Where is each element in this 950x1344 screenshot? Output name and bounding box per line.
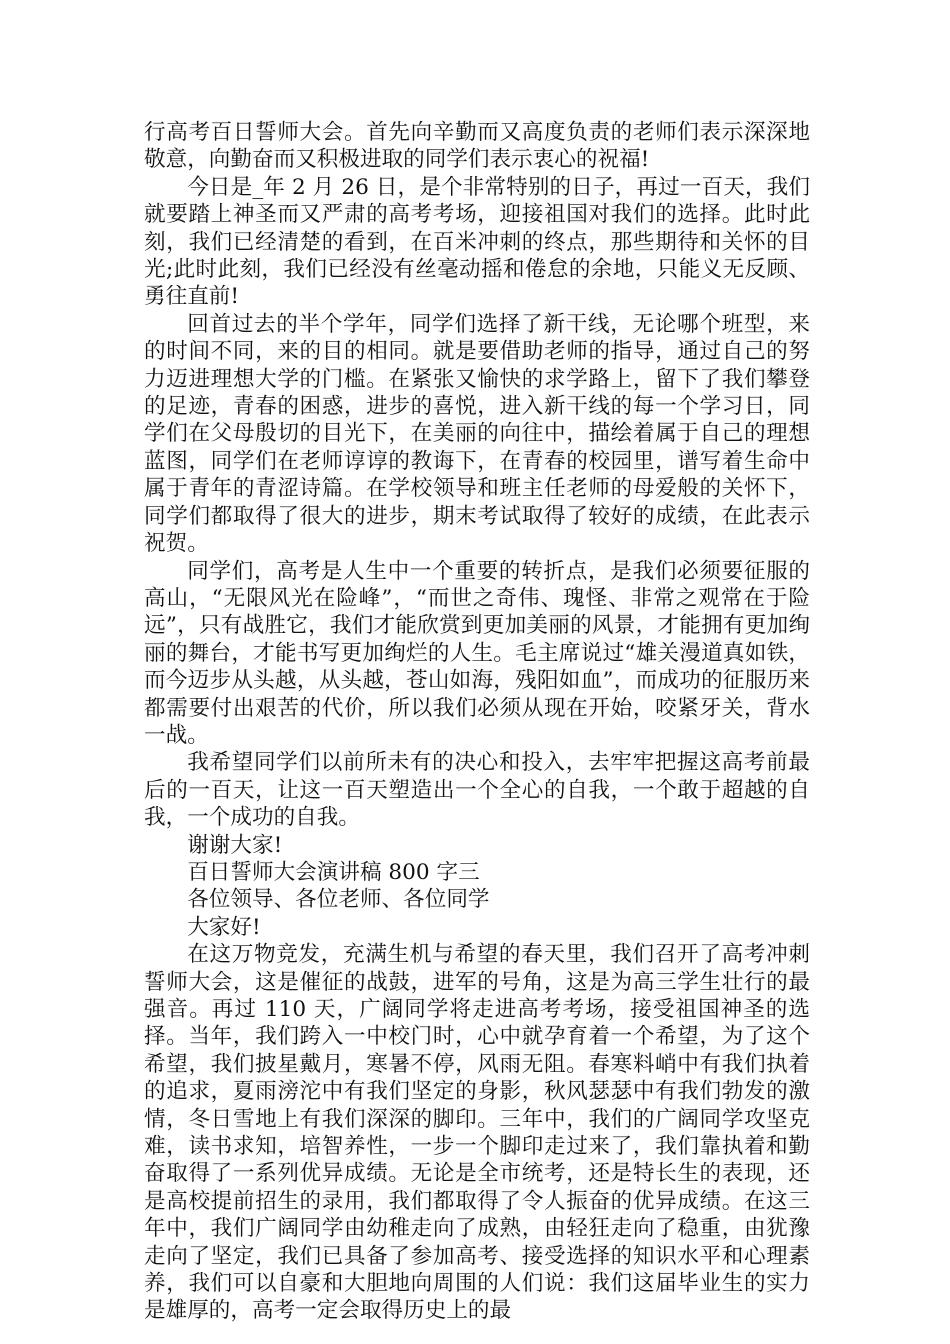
paragraph-review: 回首过去的半个学年，同学们选择了新干线，无论哪个班型，来的时间不同，来的目的相同。就是要借助老师的指导，通过自己的努力迈进理想大学的门槛。在紧张又愉快的求学路上，留下了我们攀登的足迹，青春的困惑，进步的喜悦，进入新干线的每一个学习日，同学们在父母殷切的目光下，在美丽的向往中，描绘着属于自己的理想蓝图，同学们在老师谆谆的教诲下，在青春的校园里，谱写着生命中属于青年的青涩诗篇。在学校领导和班主任老师的母爱般的关怀下，同学们都取得了很大的进步，期末考试取得了较好的成绩，在此表示祝贺。 [144,311,810,557]
speech-text-body [144,119,810,1325]
paragraph-thanks: 谢谢大家! [187,832,283,858]
paragraph-date: 今日是_年 2 月 26 日，是个非常特别的日子，再过一百天，我们就要踏上神圣而又严肃的高考考场，迎接祖国对我们的选择。此时此刻，我们已经清楚的看到，在百米冲刺的终点，那些期待和关怀的目光;此时此刻，我们已经没有丝毫动摇和倦怠的余地，只能义无反顾、勇往直前! [144,174,810,310]
section-heading: 百日誓师大会演讲稿 800 字三 [187,859,480,885]
paragraph-salutation: 各位领导、各位老师、各位同学 [187,887,490,913]
paragraph-spring: 在这万物竞发，充满生机与希望的春天里，我们召开了高考冲刺誓师大会，这是催征的战鼓，进军的号角，这是为高三学生壮行的最强音。再过 110 天，广阔同学将走进高考考场，接受祖国神圣的选择。当年，我们跨入一中校门时，心中就孕育着一个希望，为了这个希望，我们披星戴月，寒暑不停，风雨无阻。春寒料峭中有我们执着的追求，夏雨滂沱中有我们坚定的身影，秋风瑟瑟中有我们勃发的激情，冬日雪地上有我们深深的脚印。三年中，我们的广阔同学攻坚克难，读书求知，培智养性，一步一个脚印走过来了，我们靠执着和勤奋取得了一系列优异成绩。无论是全市统考，还是特长生的表现，还是高校提前招生的录用，我们都取得了令人振奋的优异成绩。在这三年中，我们广阔同学由幼稚走向了成熟，由轻狂走向了稳重，由犹豫走向了坚定，我们已具备了参加高考、接受选择的知识水平和心理素养，我们可以自豪和大胆地向周围的人们说：我们这届毕业生的实力是雄厚的，高考一定会取得历史上的最 [144,942,810,1324]
paragraph-greeting: 大家好! [187,914,261,940]
paragraph-opening: 行高考百日誓师大会。首先向辛勤而又高度负责的老师们表示深深地敬意，向勤奋而又积极进取的同学们表示衷心的祝福! [144,120,810,173]
paragraph-hope: 我希望同学们以前所未有的决心和投入，去牢牢把握这高考前最后的一百天，让这一百天塑造出一个全心的自我，一个敢于超越的自我，一个成功的自我。 [144,750,810,831]
paragraph-turning-point: 同学们，高考是人生中一个重要的转折点，是我们必须要征服的高山，“无限风光在险峰”，“而世之奇伟、瑰怪、非常之观常在于险远”，只有战胜它，我们才能欣赏到更加美丽的风景，才能拥有更加绚丽的舞台，才能书写更加绚烂的人生。毛主席说过“雄关漫道真如铁，而今迈步从头越，从头越，苍山如海，残阳如血”，而成功的征服历来都需要付出艰苦的代价，所以我们必须从现在开始，咬紧牙关，背水一战。 [144,558,810,748]
